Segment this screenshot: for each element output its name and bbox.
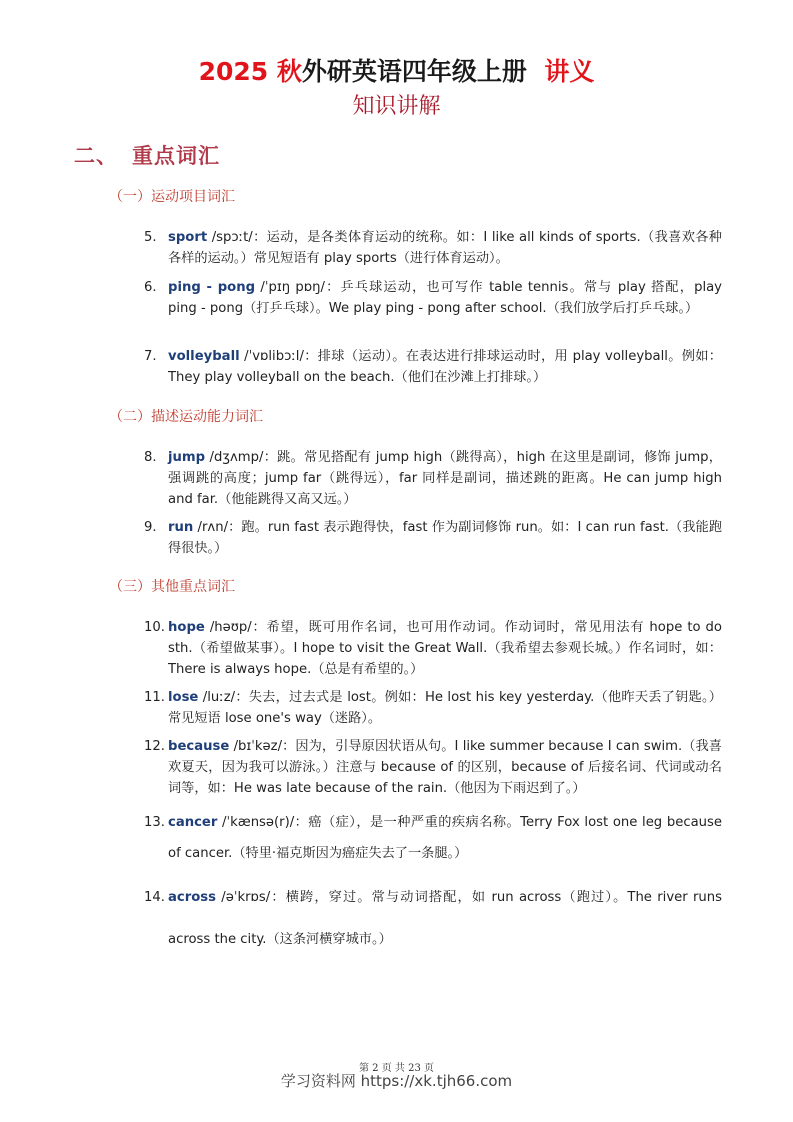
- vocab-item: [144, 277, 722, 319]
- vocab-word: ping - pong: [168, 280, 256, 295]
- vocab-explanation: /bɪˈkəz/：因为，引导原因状语从句。I like summer because I can swim.（我喜欢夏天，因为我可以游泳。）注意与 because of 的区别，because of 后接名词、代词或动名词等，如：He was late because of the rain.（他因为下雨迟到了。）: [168, 739, 722, 796]
- vocab-word: cancer: [168, 815, 218, 830]
- vocab-item: [144, 617, 722, 680]
- section-number: 二、: [74, 143, 118, 168]
- vocab-explanation: /luːz/：失去，过去式是 lost。例如：He lost his key yesterday.（他昨天丢了钥匙。）常见短语 lose one's way（迷路）。: [168, 690, 722, 726]
- item-number: 8.: [144, 450, 157, 465]
- vocab-word: run: [168, 520, 194, 535]
- page-number: 第 2 页 共 23 页: [359, 1063, 434, 1074]
- vocab-item: [144, 447, 722, 510]
- vocab-item: [144, 687, 722, 729]
- vocab-explanation: /həʊp/：希望，既可用作名词，也可用作动词。作动词时，常见用法有 hope to do sth.（希望做某事）。I hope to visit the Great Wall.（我希望去参观长城。）作名词时，如：There is always hope.（总是有希望的。）: [168, 620, 722, 677]
- vocab-explanation: /dʒʌmp/：跳。常见搭配有 jump high（跳得高），high 在这里是副词，修饰 jump，强调跳的高度；jump far（跳得远），far 同样是副词，描述跳的距离。He can jump high and far.（他能跳得又高又远。）: [168, 450, 722, 507]
- vocab-item: [144, 517, 722, 559]
- vocab-word: lose: [168, 690, 199, 705]
- document-subtitle: 知识讲解: [352, 94, 441, 119]
- item-number: 13.: [144, 815, 165, 830]
- item-number: 9.: [144, 520, 157, 535]
- item-number: 10.: [144, 620, 165, 635]
- item-number: 12.: [144, 739, 165, 754]
- subsection-heading: （一）运动项目词汇: [109, 189, 235, 205]
- section-label: 重点词汇: [132, 143, 220, 168]
- vocab-word: because: [168, 739, 230, 754]
- subsection-heading: （二）描述运动能力词汇: [109, 409, 263, 425]
- item-number: 6.: [144, 280, 157, 295]
- vocab-item: [144, 807, 722, 869]
- item-number: 5.: [144, 230, 157, 245]
- item-number: 14.: [144, 890, 165, 905]
- vocab-explanation: /ˈpɪŋ pɒŋ/：乒乓球运动，也可写作 table tennis。常与 play 搭配，play ping - pong（打乒乓球）。We play ping - pong after school.（我们放学后打乒乓球。）: [168, 280, 722, 316]
- title-suffix: 讲义: [544, 57, 595, 86]
- title-year-season: 2025 秋: [198, 57, 302, 86]
- vocab-explanation: /əˈkrɒs/：横跨，穿过。常与动词搭配，如 run across（跑过）。The river runs across the city.（这条河横穿城市。）: [168, 890, 722, 947]
- vocab-explanation: /spɔːt/：运动，是各类体育运动的统称。如：I like all kinds of sports.（我喜欢各种各样的运动。）常见短语有 play sports（进行体育运动）。: [168, 230, 722, 266]
- vocab-item: [144, 227, 722, 269]
- vocab-word: jump: [168, 450, 206, 465]
- watermark-site: 学习资料网 https://xk.tjh66.com: [280, 1072, 513, 1090]
- vocab-explanation: /ˈvɒlibɔːl/：排球（运动）。在表达进行排球运动时，用 play volleyball。例如：They play volleyball on the beach.（他们在沙滩上打排球。）: [168, 349, 722, 385]
- vocab-word: volleyball: [168, 349, 240, 364]
- vocab-item: [144, 877, 722, 961]
- vocab-word: across: [168, 890, 216, 905]
- vocab-explanation: /ˈkænsə(r)/：癌（症），是一种严重的疾病名称。Terry Fox lost one leg because of cancer.（特里·福克斯因为癌症失去了一条腿。）: [168, 815, 722, 861]
- vocab-word: sport: [168, 230, 208, 245]
- vocab-word: hope: [168, 620, 205, 635]
- item-number: 11.: [144, 690, 165, 705]
- section-heading: [74, 140, 220, 170]
- title-main: 外研英语四年级上册: [301, 57, 527, 86]
- item-number: 7.: [144, 349, 157, 364]
- vocab-explanation: /rʌn/：跑。run fast 表示跑得快，fast 作为副词修饰 run。如：I can run fast.（我能跑得很快。）: [168, 520, 722, 556]
- vocab-item: [144, 346, 722, 388]
- subsection-heading: （三）其他重点词汇: [109, 579, 235, 595]
- vocab-item: [144, 736, 722, 799]
- document-title: [0, 56, 793, 88]
